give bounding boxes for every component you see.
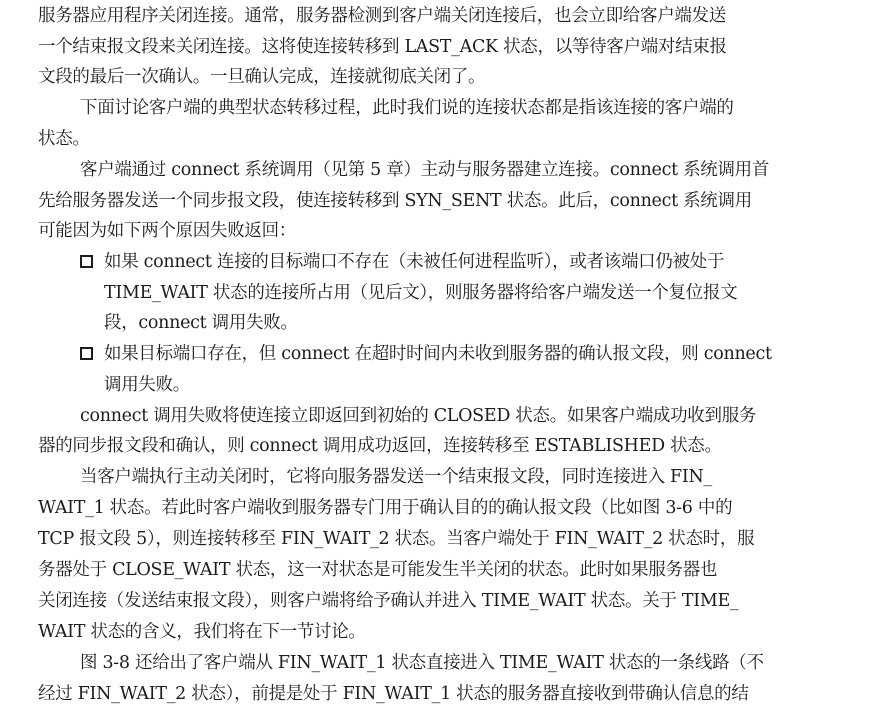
text-line: connect 调用失败将使连接立即返回到初始的 CLOSED 状态。如果客户端成功收到服务 [80,406,757,426]
text-line: 器的同步报文段和确认，则 connect 调用成功返回，连接转移至 ESTABLISHED 状态。 [38,436,722,456]
text-line: WAIT 状态的含义，我们将在下一节讨论。 [38,622,366,642]
text-line: 图 3-8 还给出了客户端从 FIN_WAIT_1 状态直接进入 TIME_WAIT 状态的一条线路（不 [80,653,764,673]
text-line: 服务器应用程序关闭连接。通常，服务器检测到客户端关闭连接后，也会立即给客户端发送 [38,6,726,26]
text-line: 经过 FIN_WAIT_2 状态），前提是处于 FIN_WAIT_1 状态的服务器直接收到带确认信息的结 [38,684,749,704]
checkbox-bullet-icon [80,347,93,360]
text-line: 务器处于 CLOSE_WAIT 状态，这一对状态是可能发生半关闭的状态。此时如果服务器也 [38,560,718,580]
text-line: 客户端通过 connect 系统调用（见第 5 章）主动与服务器建立连接。connect 系统调用首 [80,160,770,180]
text-line: TIME_WAIT 状态的连接所占用（见后文），则服务器将给客户端发送一个复位报文 [104,283,738,303]
text-line: 先给服务器发送一个同步报文段，使连接转移到 SYN_SENT 状态。此后，connect 系统调用 [38,191,752,211]
text-line: 调用失败。 [104,375,190,395]
text-line: 可能因为如下两个原因失败返回： [38,221,296,241]
text-line: 当客户端执行主动关闭时，它将向服务器发送一个结束报文段，同时连接进入 FIN_ [80,467,712,487]
text-line: 下面讨论客户端的典型状态转移过程，此时我们说的连接状态都是指该连接的客户端的 [80,98,734,118]
text-line: 一个结束报文段来关闭连接。这将使连接转移到 LAST_ACK 状态，以等待客户端对结束报 [38,37,727,57]
text-line: 关闭连接（发送结束报文段），则客户端将给予确认并进入 TIME_WAIT 状态。关于 TIME_ [38,591,739,611]
text-line: 如果 connect 连接的目标端口不存在（未被任何进程监听），或者该端口仍被处于 [104,252,725,272]
text-line: 段，connect 调用失败。 [104,313,298,333]
text-line: WAIT_1 状态。若此时客户端收到服务器专门用于确认目的的确认报文段（比如图 3-6 中的 [38,498,733,518]
text-line: 如果目标端口存在，但 connect 在超时时间内未收到服务器的确认报文段，则 connect [104,344,772,364]
text-line: 文段的最后一次确认。一旦确认完成，连接就彻底关闭了。 [38,67,486,87]
checkbox-bullet-icon [80,255,93,268]
text-line: TCP 报文段 5），则连接转移至 FIN_WAIT_2 状态。当客户端处于 FIN_WAIT_2 状态时，服 [38,529,755,549]
text-line: 状态。 [38,129,90,149]
